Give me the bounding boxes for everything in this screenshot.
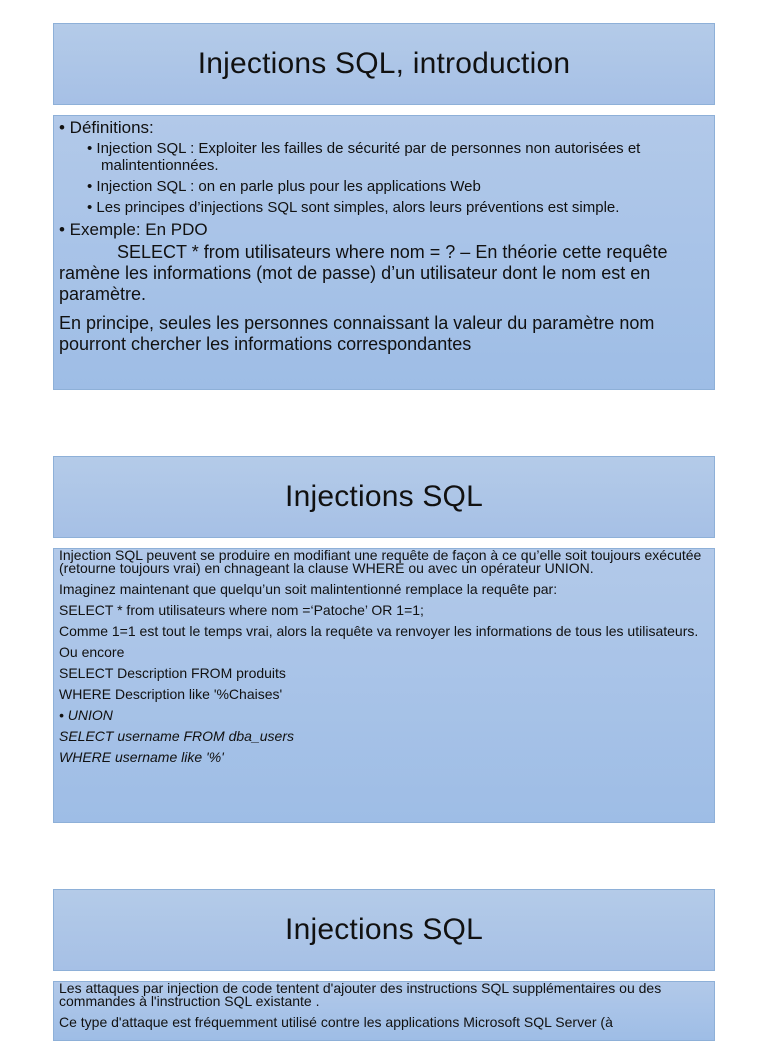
slide-1-title-box: [53, 23, 715, 105]
slide-3-title-box: [53, 889, 715, 971]
bullet-definitions: • Définitions:: [59, 118, 154, 137]
paragraph-1: Les attaques par injection de code tentent d'ajouter des instructions SQL supplémentaires ou des commandes à l'instruction SQL existante .: [59, 981, 662, 1009]
bullet-example: • Exemple: En PDO: [59, 220, 208, 239]
italic-line-3: WHERE username like '%': [59, 749, 224, 765]
paragraph-1: Injection SQL peuvent se produire en modifiant une requête de façon à ce qu’elle soit toujours exécutée (retourne toujours vrai) en chnageant la clause WHERE ou avec un opérateur UNION.: [59, 548, 702, 576]
paragraph-7: WHERE Description like '%Chaises': [59, 686, 283, 702]
italic-line-1: • UNION: [59, 707, 113, 723]
principle-text: En principe, seules les personnes connaissant la valeur du paramètre nom pourront chercher les informations correspondantes: [59, 313, 655, 354]
example-query: [59, 242, 708, 305]
paragraph-4: Comme 1=1 est tout le temps vrai, alors la requête va renvoyer les informations de tous les utilisateurs.: [59, 623, 699, 639]
slide-2-title-box: [53, 456, 715, 538]
slide-2-title: Injections SQL: [285, 480, 483, 513]
sub-bullet-1: • Injection SQL : Exploiter les failles de sécurité par de personnes non autorisées et malintentionnées.: [87, 140, 641, 174]
slide-1-content: [53, 115, 715, 390]
sub-bullet-3: • Les principes d’injections SQL sont simples, alors leurs préventions est simple.: [87, 199, 620, 216]
sub-bullet-2: • Injection SQL : on en parle plus pour les applications Web: [87, 178, 481, 195]
paragraph-6: SELECT Description FROM produits: [59, 665, 286, 681]
paragraph-2: Ce type d'attaque est fréquemment utilisé contre les applications Microsoft SQL Server (à: [59, 1014, 613, 1030]
italic-line-2: SELECT username FROM dba_users: [59, 728, 294, 744]
paragraph-2: Imaginez maintenant que quelqu’un soit malintentionné remplace la requête par:: [59, 581, 558, 597]
slide-3-title: Injections SQL: [285, 913, 483, 946]
slide-1-title: Injections SQL, introduction: [197, 47, 571, 80]
slide-3-content: [53, 981, 715, 1041]
example-query-text: SELECT * from utilisateurs where nom = ? – En théorie cette requête ramène les informations (mot de passe) d’un utilisateur dont le nom est en paramètre.: [59, 242, 668, 304]
paragraph-3: SELECT * from utilisateurs where nom =‘Patoche’ OR 1=1;: [59, 602, 424, 618]
paragraph-5: Ou encore: [59, 644, 125, 660]
slide-2-content: [53, 548, 715, 823]
